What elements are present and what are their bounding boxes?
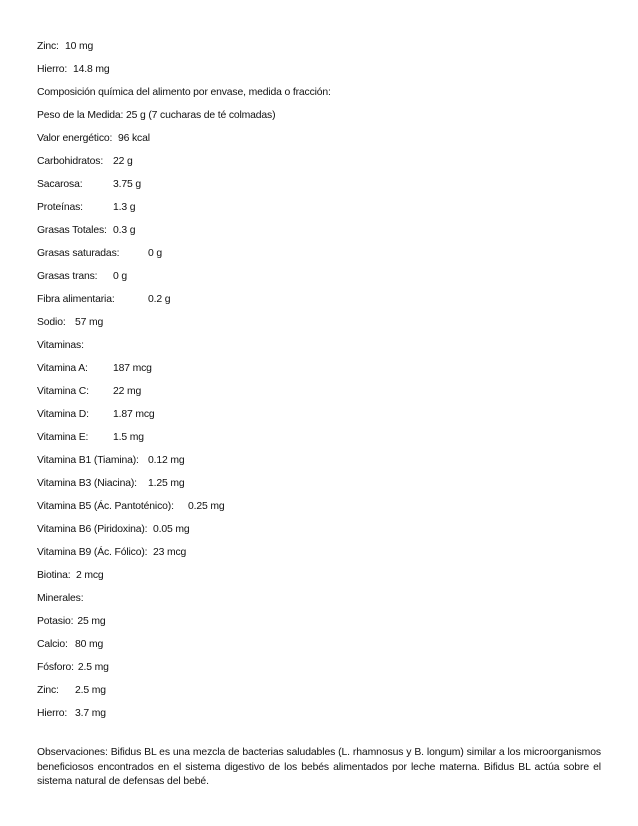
nutrient-value: 96 kcal	[118, 133, 150, 144]
nutrient-row	[37, 661, 109, 674]
nutrient-label: Grasas Totales:	[37, 225, 107, 236]
nutrient-row	[37, 155, 133, 168]
nutrient-label: Proteínas:	[37, 202, 83, 213]
nutrient-value: 22 mg	[113, 386, 142, 397]
nutrient-label: Vitamina B1 (Tiamina):	[37, 455, 139, 466]
nutrient-label: Sacarosa:	[37, 179, 83, 190]
nutrient-value: 0.2 g	[148, 294, 171, 305]
nutrient-label: Biotina:	[37, 570, 71, 581]
nutrient-value: 0.12 mg	[148, 455, 185, 466]
nutrient-row	[37, 132, 150, 145]
nutrient-row	[37, 201, 136, 214]
nutrient-value: 57 mg	[75, 317, 104, 328]
nutrient-label: Valor energético:	[37, 133, 113, 144]
nutrient-row	[37, 454, 185, 467]
nutrient-label: Carbohidratos:	[37, 156, 104, 167]
nutrient-row	[37, 270, 127, 283]
nutrient-label: Composición química del alimento por envase, medida o fracción:	[37, 87, 331, 98]
nutrient-value: 2.5 mg	[75, 685, 106, 696]
nutrient-label: Vitamina B9 (Ác. Fólico):	[37, 547, 148, 558]
nutrient-row	[37, 615, 106, 628]
nutrient-label: Potasio:	[37, 616, 74, 627]
nutrient-row	[37, 224, 136, 237]
nutrient-value: 0 g	[148, 248, 162, 259]
nutrient-row	[37, 293, 171, 306]
nutrient-label: Hierro:	[37, 708, 68, 719]
nutrient-label: Fibra alimentaria:	[37, 294, 115, 305]
nutrient-row	[37, 316, 104, 329]
nutrient-label: Vitaminas:	[37, 340, 84, 351]
nutrient-row	[37, 546, 187, 559]
nutrient-label: Sodio:	[37, 317, 66, 328]
nutrient-label: Vitamina D:	[37, 409, 89, 420]
nutrient-row	[37, 707, 106, 720]
nutrient-label: Calcio:	[37, 639, 68, 650]
nutrient-row	[37, 500, 225, 513]
nutrient-label: Minerales:	[37, 593, 84, 604]
nutrient-row	[37, 339, 84, 352]
nutrient-value: 1.87 mcg	[113, 409, 155, 420]
nutrient-label: Grasas saturadas:	[37, 248, 120, 259]
nutrient-row	[37, 40, 94, 53]
nutrient-row	[37, 109, 275, 122]
nutrient-label: Vitamina E:	[37, 432, 89, 443]
nutrient-value: 1.5 mg	[113, 432, 144, 443]
nutrient-row	[37, 178, 141, 191]
nutrient-label: Peso de la Medida: 25 g (7 cucharas de té colmadas)	[37, 110, 276, 121]
nutrient-label: Vitamina B6 (Piridoxina):	[37, 524, 148, 535]
nutrient-row	[37, 385, 142, 398]
nutrient-value: 25 mg	[77, 616, 106, 627]
nutrient-row	[37, 362, 152, 375]
nutrient-row	[37, 247, 162, 260]
nutrient-label: Vitamina B3 (Niacina):	[37, 478, 137, 489]
nutrient-label: Vitamina A:	[37, 363, 88, 374]
nutrient-label: Vitamina B5 (Ác. Pantoténico):	[37, 501, 174, 512]
nutrient-label: Hierro:	[37, 64, 68, 75]
nutrient-value: 3.75 g	[113, 179, 141, 190]
nutrient-row	[37, 63, 110, 76]
nutrient-label: Vitamina C:	[37, 386, 89, 397]
nutrient-value: 23 mcg	[153, 547, 187, 558]
nutrient-value: 1.3 g	[113, 202, 136, 213]
nutrient-row	[37, 638, 104, 651]
nutrient-row	[37, 569, 104, 582]
nutrient-label: Zinc:	[37, 41, 59, 52]
nutrient-row	[37, 431, 144, 444]
nutrient-value: 0 g	[113, 271, 127, 282]
nutrient-value: 10 mg	[65, 41, 94, 52]
nutrient-label: Grasas trans:	[37, 271, 98, 282]
nutrient-row	[37, 408, 155, 421]
nutrient-value: 0.3 g	[113, 225, 136, 236]
nutrient-row	[37, 592, 83, 605]
observations-paragraph: Observaciones: Bifidus BL es una mezcla de bacterias saludables (L. rhamnosus y B. longum) similar a los microorganismos beneficiosos encontrados en el sistema digestivo de los bebés alimentados por leche materna. Bifidus BL actúa sobre el sistema natural de defensas del bebé.	[37, 747, 601, 787]
nutrient-label: Fósforo:	[37, 662, 74, 673]
nutrient-row	[37, 523, 190, 536]
nutrient-value: 187 mcg	[113, 363, 152, 374]
nutrient-value: 3.7 mg	[75, 708, 106, 719]
nutrient-value: 0.25 mg	[188, 501, 225, 512]
nutrient-value: 0.05 mg	[153, 524, 190, 535]
nutrient-row	[37, 684, 106, 697]
nutrient-row	[37, 86, 331, 99]
nutrient-value: 2.5 mg	[77, 662, 109, 673]
nutrient-value: 22 g	[113, 156, 133, 167]
nutrient-label: Zinc:	[37, 685, 59, 696]
nutrient-value: 1.25 mg	[148, 478, 185, 489]
nutrient-value: 2 mcg	[76, 570, 104, 581]
nutrient-value: 14.8 mg	[73, 64, 110, 75]
nutrient-value: 80 mg	[75, 639, 104, 650]
nutrient-row	[37, 477, 185, 490]
